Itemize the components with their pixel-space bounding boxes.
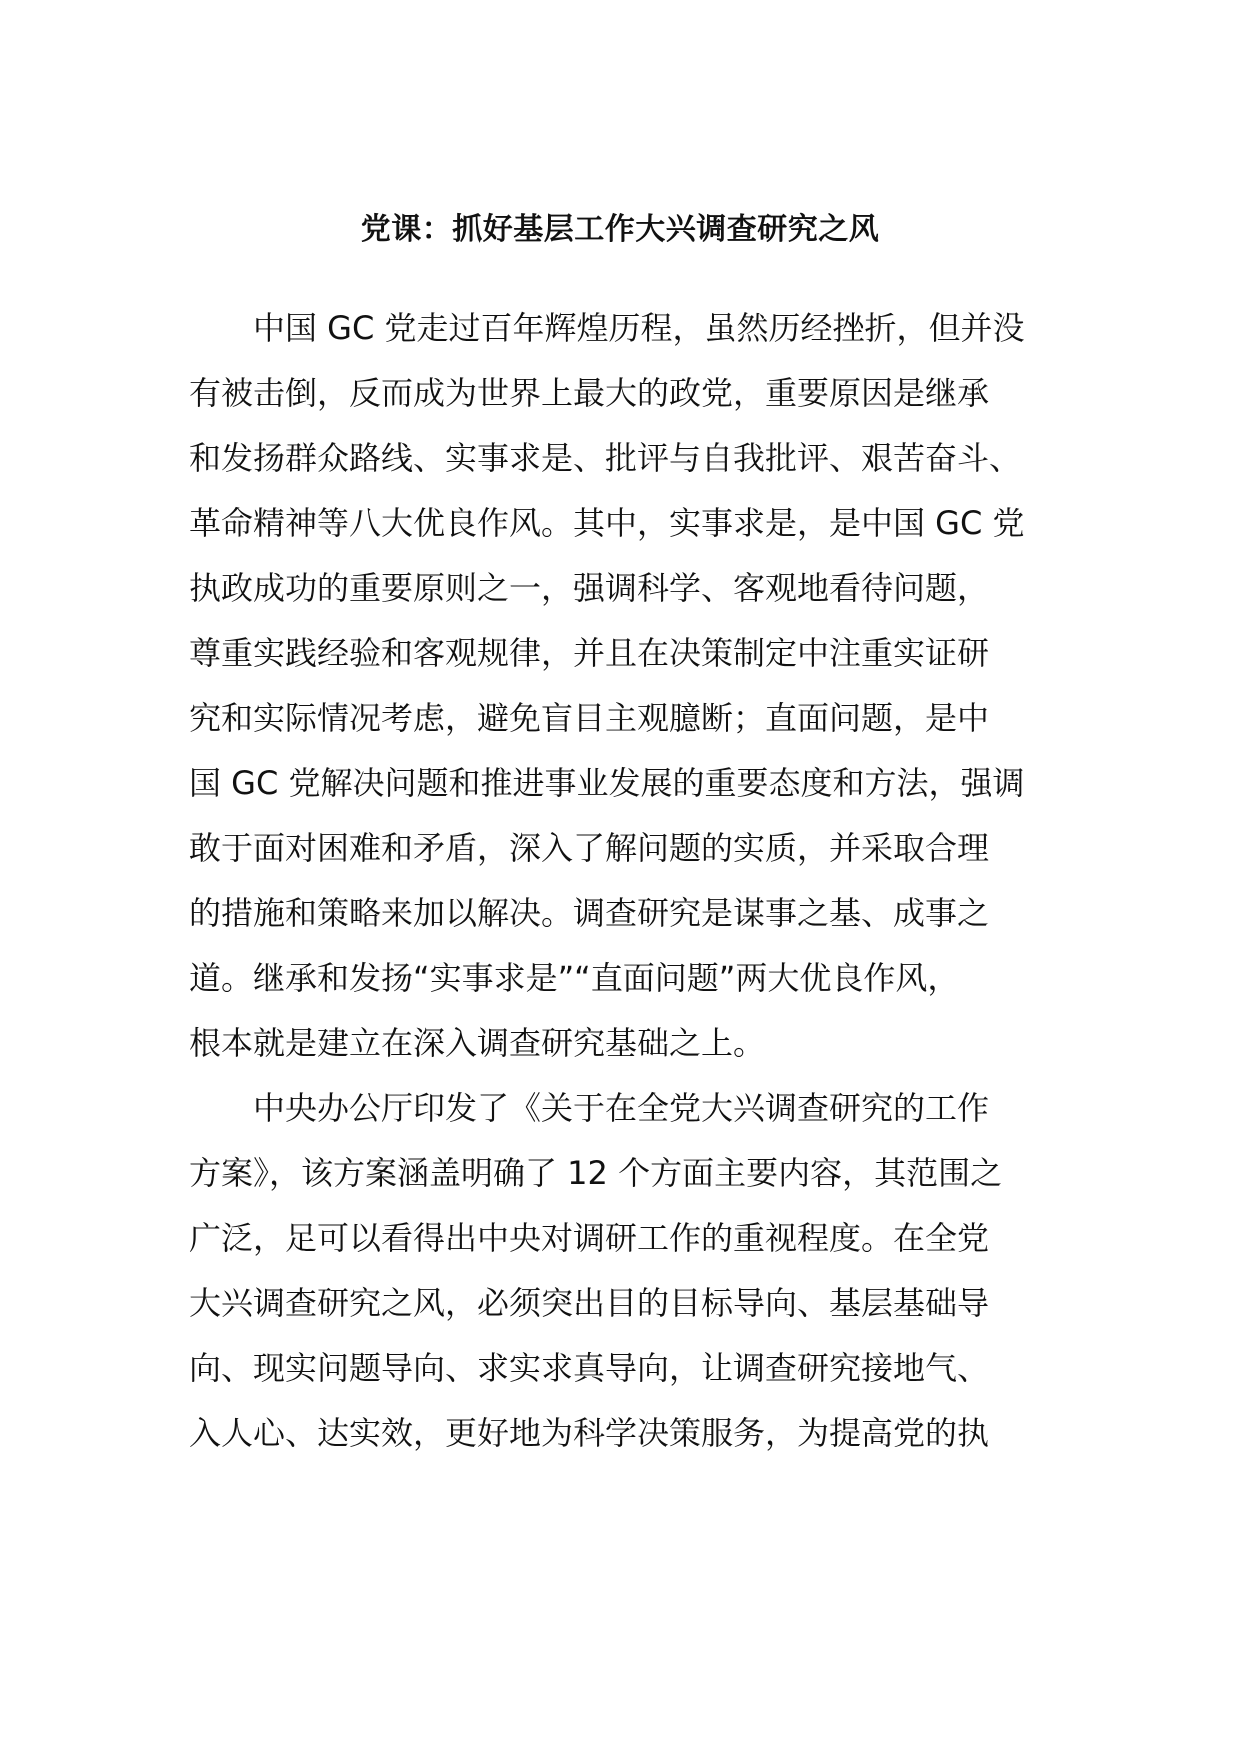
- text-line: 入人心、达实效，更好地为科学决策服务，为提高党的执: [189, 1414, 990, 1452]
- text-line: 中央办公厅印发了《关于在全党大兴调查研究的工作: [189, 1089, 990, 1127]
- text-line: 尊重实践经验和客观规律，并且在决策制定中注重实证研: [189, 634, 990, 672]
- text-line: 究和实际情况考虑，避免盲目主观臆断；直面问题，是中: [189, 699, 990, 737]
- paragraph-2: [189, 1076, 1069, 1466]
- text-line: 根本就是建立在深入调查研究基础之上。: [189, 1024, 766, 1062]
- text-line: 革命精神等八大优良作风。其中，实事求是，是中国 GC 党: [189, 504, 1025, 542]
- text-line: 和发扬群众路线、实事求是、批评与自我批评、艰苦奋斗、: [189, 439, 1022, 477]
- text-line: 中国 GC 党走过百年辉煌历程，虽然历经挫折，但并没: [189, 309, 1025, 347]
- text-line: 向、现实问题导向、求实求真导向，让调查研究接地气、: [189, 1349, 990, 1387]
- text-line: 敢于面对困难和矛盾，深入了解问题的实质，并采取合理: [189, 829, 990, 867]
- text-line: 执政成功的重要原则之一，强调科学、客观地看待问题，: [189, 569, 990, 607]
- text-line: 广泛，足可以看得出中央对调研工作的重视程度。在全党: [189, 1219, 990, 1257]
- paragraph-1: [189, 296, 1069, 1076]
- document-body: [189, 296, 1069, 1466]
- text-line: 大兴调查研究之风，必须突出目的目标导向、基层基础导: [189, 1284, 990, 1322]
- text-line: 的措施和策略来加以解决。调查研究是谋事之基、成事之: [189, 894, 990, 932]
- text-line: 方案》，该方案涵盖明确了 12 个方面主要内容，其范围之: [189, 1154, 1003, 1192]
- text-line: 有被击倒，反而成为世界上最大的政党，重要原因是继承: [189, 374, 990, 412]
- document-title: 党课：抓好基层工作大兴调查研究之风: [360, 212, 880, 247]
- text-line: 国 GC 党解决问题和推进事业发展的重要态度和方法，强调: [189, 764, 1025, 802]
- text-line: 道。继承和发扬“实事求是”“直面问题”两大优良作风，: [189, 959, 960, 997]
